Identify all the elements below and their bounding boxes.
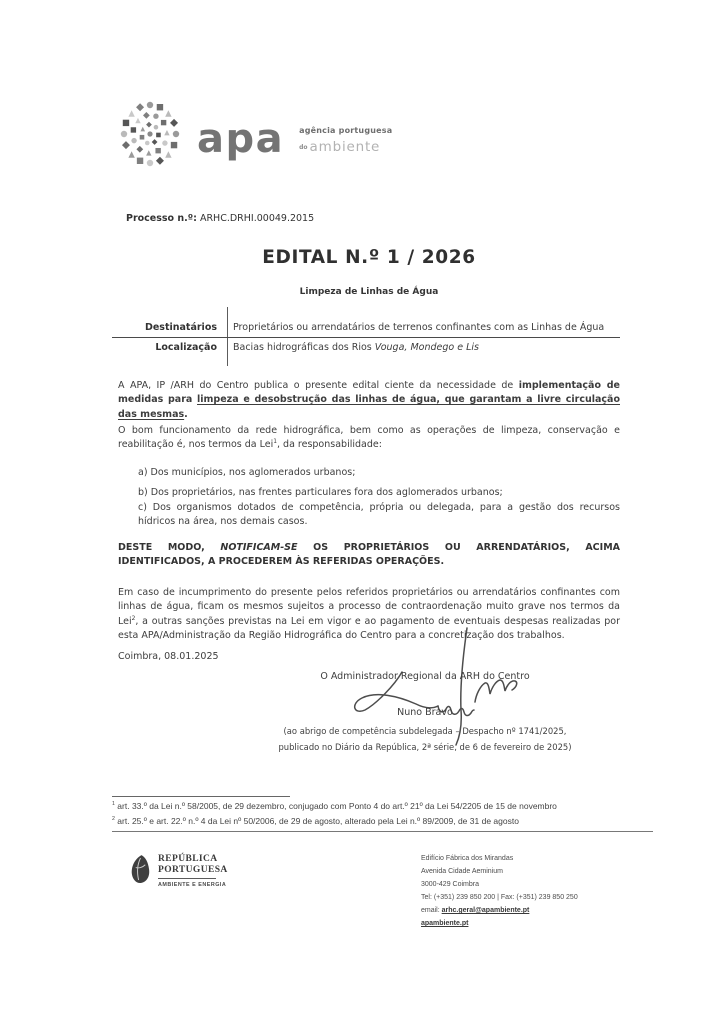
email-link[interactable]: arhc.geral@apambiente.pt	[441, 907, 530, 914]
email-label: email:	[421, 907, 442, 914]
signature-note-line1: (ao abrigo de competência subdelegada – Despacho nº 1741/2025,	[283, 726, 567, 736]
page-title: EDITAL N.º 1 / 2026	[262, 247, 476, 268]
footnote-ref-1: 1	[273, 439, 277, 446]
footer-address-block	[421, 852, 578, 930]
p2-text-after: , da responsabilidade:	[277, 439, 382, 451]
address-line-email	[421, 904, 578, 917]
row-label: Localização	[155, 342, 217, 353]
table-row-destinatarios	[112, 318, 620, 338]
apa-logo	[118, 97, 392, 170]
paragraph-responsibility	[118, 424, 620, 453]
p3-text-after: , a outras sanções previstas na Lei em vigor e ao pagamento de eventuais despesas realizadas por esta APA/Administração da Região Hidrográfica do Centro para a concretização dos trabalhos.	[118, 615, 620, 641]
apa-tagline-line1: agência portuguesa	[299, 126, 393, 135]
gov-ministry-label: AMBIENTE E ENERGIA	[158, 882, 227, 888]
footnote-1-text: art. 33.º da Lei n.º 58/2005, de 29 dezembro, conjugado com Ponto 4 do art.º 21º da Lei 54/2205 de 15 de novembro	[114, 801, 557, 811]
website-link[interactable]: apambiente.pt	[421, 920, 469, 927]
row-value: Proprietários ou arrendatários de terrenos confinantes com as Linhas de Água	[233, 322, 605, 333]
row-value-italic: Vouga, Mondego e Lis	[374, 342, 479, 353]
footnote-separator	[112, 796, 290, 797]
address-line-building: Edifício Fábrica dos Mirandas	[421, 855, 514, 862]
signature-note-line2: publicado no Diário da República, 2ª série, de 6 de fevereiro de 2025)	[278, 742, 572, 752]
list-item-c: c) Dos organismos dotados de competência, própria ou delegada, para a gestão dos recursos hídricos na área, nos demais casos.	[138, 502, 620, 528]
footnote-2-text: art. 25.º e art. 22.º n.º 4 da Lei nº 50/2006, de 29 de agosto, alterado pela Lei n.º 89/2009, de 31 de agosto	[114, 816, 519, 826]
p1-tail: .	[184, 408, 188, 420]
p1-normal: A APA, IP /ARH do Centro publica o presente edital ciente da necessidade de	[118, 380, 519, 391]
row-value-text: Bacias hidrográficas dos Rios	[233, 342, 375, 353]
gov-logo-text	[158, 854, 228, 888]
apa-tagline	[299, 112, 392, 155]
p1-bold-underline: limpeza e desobstrução das linhas de água, que garantam a livre circulação das mesmas	[118, 394, 620, 420]
leaf-icon	[130, 854, 151, 885]
paragraph-notification	[118, 541, 620, 570]
dateline: Coimbra, 08.01.2025	[118, 651, 219, 662]
signatory-role: O Administrador Regional da ARH do Centro	[320, 671, 530, 682]
notice-lead: DESTE MODO,	[118, 542, 221, 553]
handwritten-signature	[340, 596, 530, 746]
table-row-localizacao	[112, 338, 620, 357]
list-item-b: b) Dos proprietários, nas frentes particulares fora dos aglomerados urbanos;	[138, 487, 503, 498]
row-label: Destinatários	[144, 322, 217, 333]
apa-wordmark: apa	[197, 115, 285, 162]
paragraph-intro	[118, 379, 620, 422]
signatory-name: Nuno Bravo	[397, 707, 453, 718]
gov-logo-divider	[158, 878, 216, 879]
process-number-line	[126, 213, 314, 224]
page-subtitle: Limpeza de Linhas de Água	[299, 287, 439, 297]
p1-bold: implementação de medidas para	[118, 380, 620, 406]
p2-text: O bom funcionamento da rede hidrográfica, bem como as operações de limpeza, conservação e reabilitação é, nos termos da Lei	[118, 425, 620, 451]
footnote-1	[112, 801, 672, 811]
footnote-1-marker: 1	[112, 801, 115, 808]
p3-text: Em caso de incumprimento do presente pelos referidos proprietários ou arrendatários confinantes com linhas de água, ficam os mesmos sujeitos a processo de contraordenação muito grave nos termos da Lei	[118, 587, 620, 627]
list-item-a: a) Dos municípios, nos aglomerados urbanos;	[138, 467, 356, 478]
footnote-ref-2: 2	[131, 615, 136, 622]
address-line-street: Avenida Cidade Aeminium	[421, 868, 503, 875]
footnote-2	[112, 816, 672, 826]
apa-dots-icon	[118, 97, 182, 170]
gov-name-line1: REPÚBLICA	[158, 854, 218, 864]
republica-portuguesa-logo	[130, 854, 228, 888]
footnote-bottom-rule	[112, 831, 653, 832]
apa-tagline-line2: ambiente	[309, 139, 381, 155]
row-value	[223, 342, 620, 353]
gov-name-line2: PORTUGUESA	[158, 864, 228, 875]
process-label: Processo n.º:	[126, 213, 197, 224]
notice-italic: NOTIFICAM-SE	[220, 542, 298, 553]
process-value: ARHC.DRHI.00049.2015	[199, 213, 315, 224]
address-line-postal: 3000-429 Coimbra	[421, 881, 479, 888]
notice-rest: OS PROPRIETÁRIOS OU ARRENDATÁRIOS, ACIMA IDENTIFICADOS, A PROCEDEREM ÀS REFERIDAS OPERAÇÕES.	[118, 542, 620, 568]
info-table	[112, 318, 620, 357]
address-line-phone: Tel: (+351) 239 850 200 | Fax: (+351) 239 850 250	[421, 894, 578, 901]
footnote-2-marker: 2	[112, 816, 115, 823]
apa-tagline-prefix: do	[299, 144, 308, 151]
